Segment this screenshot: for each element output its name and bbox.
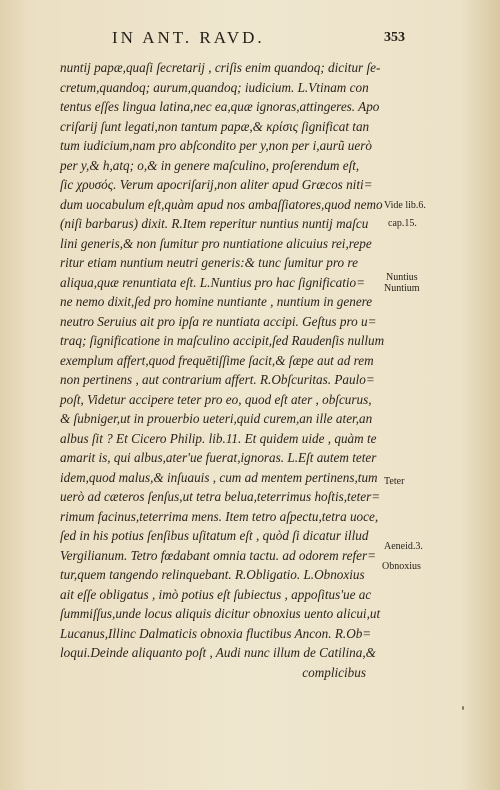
page-number: 353	[384, 30, 405, 45]
text-line: dum uocabulum eſt,quàm apud nos ambaſſiatores,quod nemo	[60, 196, 383, 212]
text-line: aliqua,quæ renuntiata eſt. L.Nuntius pro hac ſignificatio=	[60, 274, 366, 290]
text-line: ſic χρυσός. Verum apocriſarij,non aliter apud Græcos niti=	[60, 177, 373, 192]
text-line: nuntij papæ,quaſi ſecretarij , criſis enim quandoq; dicitur ſe-	[60, 60, 381, 75]
text-line: loqui.Deinde aliquanto poſt , Audi nunc illum de Catilina,&	[60, 645, 376, 660]
margin-note-nuntium: Nuntium	[384, 283, 420, 294]
catchword-line: complicibus	[302, 664, 366, 680]
text-line: poſt, Videtur accipere teter pro eo, quod eſt ater , obſcurus,	[60, 391, 372, 407]
text-line: criſarij ſunt legati,non tantum papæ,& κρίσις ſignificat tan	[60, 118, 370, 134]
text-line: uerò ad cæteros ſenſus,ut tetra belua,teterrimus hoſtis,teter=	[60, 489, 381, 504]
margin-note-cap: cap.15.	[388, 218, 417, 229]
text-line: ritur etiam nuntium neutri generis:& tunc ſumitur pro re	[60, 255, 358, 270]
text-line: ne nemo dixit,ſed pro homine nuntiante , nuntium in genere	[60, 294, 373, 309]
text-line: & ſubniger,ut in prouerbio ueteri,quid curem,an ille ater,an	[60, 411, 373, 426]
text-line: lini generis,& non ſumitur pro nuntiatione alicuius rei,repe	[60, 235, 372, 251]
text-line: non pertinens , aut contrarium affert. R.Obſcuritas. Paulo=	[60, 372, 375, 387]
text-line: ſummiſſus,unde locus aliquis dicitur obnoxius uento alicui,ut	[60, 606, 381, 621]
running-title: IN ANT. RAVD.	[112, 28, 265, 47]
text-line: Lucanus,Illinc Dalmaticis obnoxia fluctibus Ancon. R.Ob=	[60, 625, 372, 641]
page-header	[0, 28, 500, 52]
text-line: tur,quem tangendo relinquebant. R.Obligatio. L.Obnoxius	[60, 567, 365, 582]
text-line: per y,& h,atq; o,& in genere maſculino, proſerendum eſt,	[60, 157, 360, 173]
text-line: idem,quod malus,& inſuauis , cum ad mentem pertinens,tum	[60, 469, 378, 485]
margin-note-nuntius: Nuntius	[386, 272, 418, 283]
text-line: exemplum affert,quod frequētiſſime ſacit,& ſæpe aut ad rem	[60, 352, 374, 368]
text-line: Vergilianum. Tetro fœdabant omnia tactu. ad odorem refer=	[60, 547, 376, 563]
margin-note-vide-lib: Vide lib.6.	[384, 200, 426, 211]
text-line: (niſi barbarus) dixit. R.Item reperitur nuntius nuntij maſcu	[60, 216, 369, 231]
paper-speck	[462, 706, 464, 710]
text-line: albus ſit ? Et Cicero Philip. lib.11. Et quidem uide , quàm te	[60, 430, 377, 446]
text-line: neutro Seruius ait pro ipſa re nuntiata accipi. Geſtus pro u=	[60, 313, 377, 329]
margin-note-obnoxius: Obnoxius	[382, 561, 421, 572]
text-line: cretum,quandoq; aurum,quandoq; iudicium. L.Vtinam con	[60, 79, 369, 95]
margin-note-aeneid: Aeneid.3.	[384, 541, 423, 552]
text-line: traq; ſignificatione in maſculino accipit,ſed Raudenſis nullum	[60, 333, 385, 348]
text-line: amarit is, qui albus,ater'ue fuerat,ignoras. L.Eſt autem teter	[60, 450, 377, 465]
text-line: tentus eſſes lingua latina,nec ea,quæ ignoras,attingeres. Apo	[60, 99, 380, 114]
text-line: ſed in his potius ſenſibus uſitatum eſt , quòd ſi dicatur illud	[60, 528, 369, 543]
margin-note-teter: Teter	[384, 476, 405, 487]
body-text	[60, 58, 388, 682]
text-line: rimum facinus,teterrima mens. Item tetro aſpectu,tetra uoce,	[60, 508, 379, 524]
text-line: tum iudicium,nam pro abſcondito per y,non per i,aurũ uerò	[60, 138, 372, 153]
text-line: ait eſſe obligatus , imò potius eſt ſubiectus , appoſitus'ue ac	[60, 586, 372, 602]
